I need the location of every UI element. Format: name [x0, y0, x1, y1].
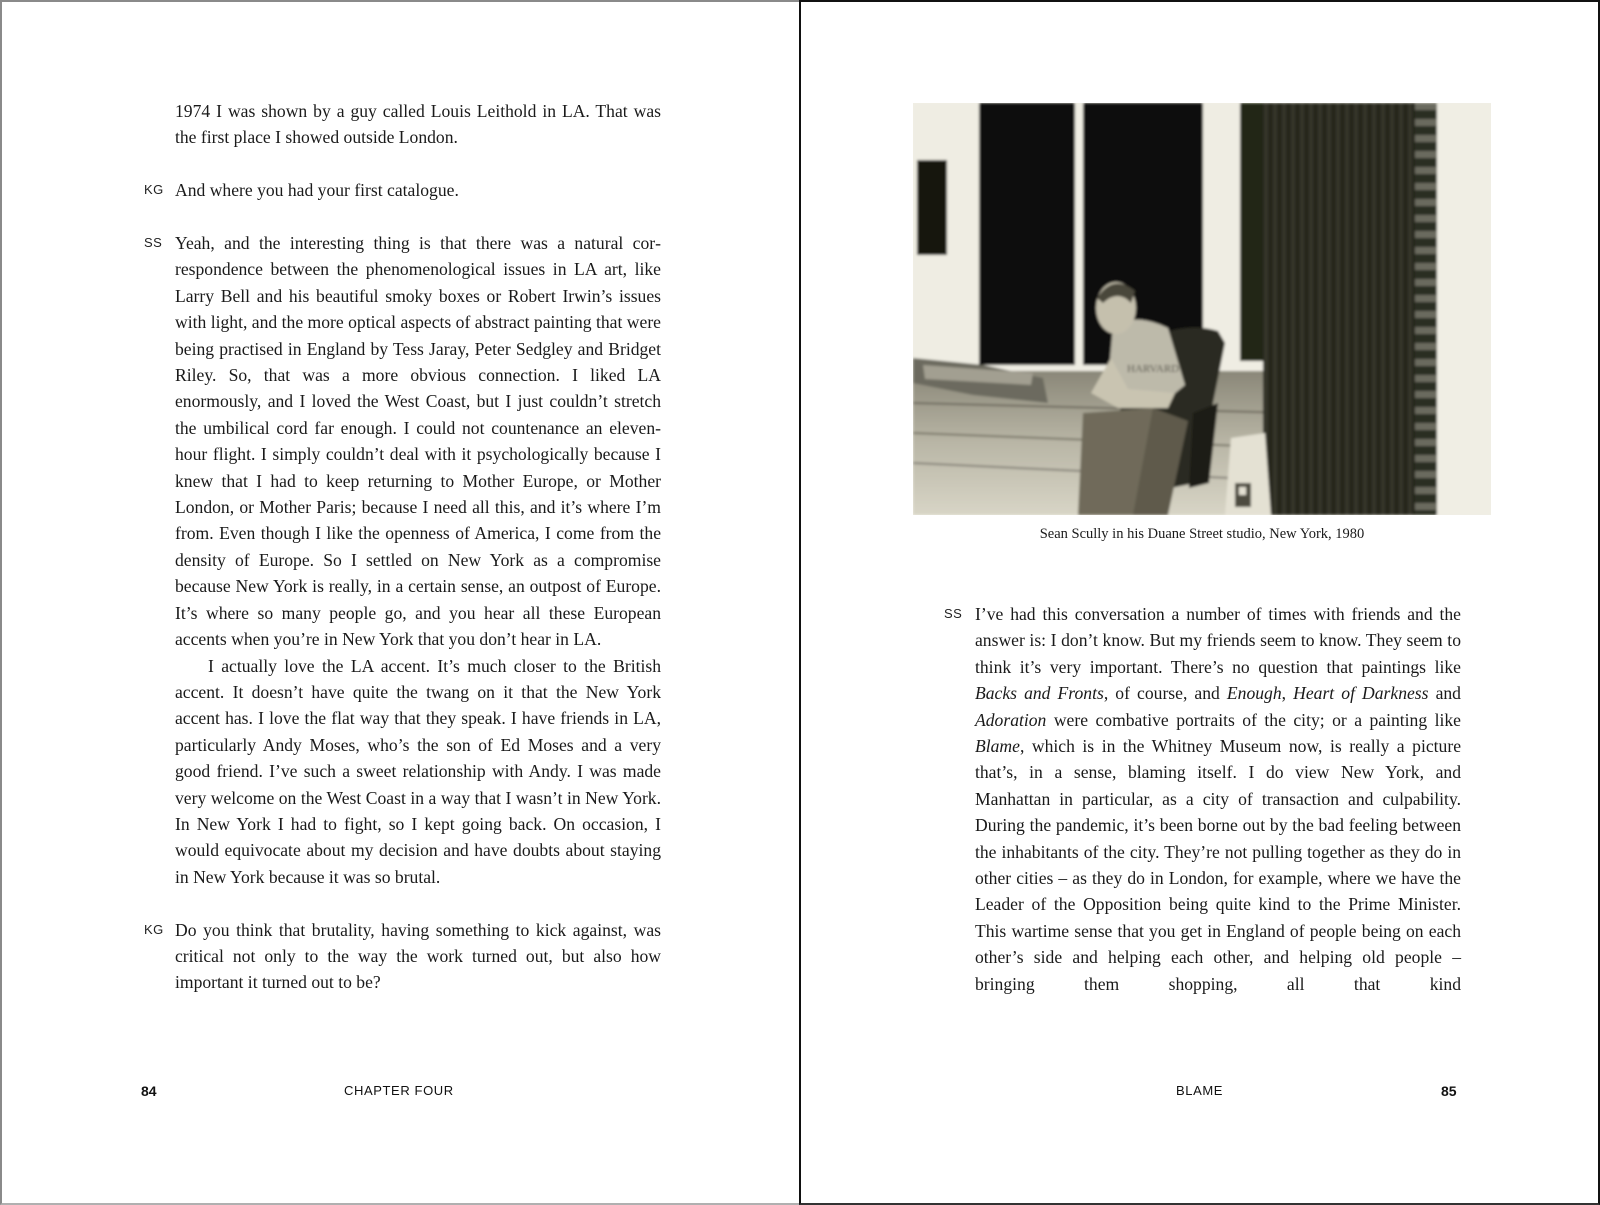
artwork-title: Heart of Darkness [1293, 683, 1429, 704]
speaker-label: SS [944, 606, 963, 621]
text-segment: and [1428, 683, 1461, 704]
speaker-label: KG [144, 182, 164, 198]
studio-photograph [913, 103, 1491, 515]
page-number: 85 [1441, 1083, 1457, 1099]
text-segment: I’ve had this conversation a number of times with friends and the answer is: I don’t know. But my friends seem to know. They seem to think it’s very important. There’s no question that paintings like [975, 604, 1461, 677]
page-number: 84 [141, 1083, 157, 1099]
artwork-title: Backs and Fronts [975, 683, 1104, 704]
text-segment: , which is in the Whitney Museum now, is really a picture that’s, in a sense, blaming itself. I do view New York, and Manhattan in particular, as a city of transaction and culpability. During the pandemic, it’s been borne out by the bad feeling between the inhabitants of the city. They’re not pulling together as they do in other cities – as they do in London, for example, where we have the Leader of the Opposition being quite kind to the Prime Minister. This wartime sense that you get in England of people being on each other’s side and helping each other, and helping old people – bringing them shopping, all that kind [975, 736, 1461, 994]
right-text-column [944, 601, 1461, 1023]
paragraph [975, 601, 1461, 997]
photo-caption: Sean Scully in his Duane Street studio, New York, 1980 [1039, 526, 1365, 542]
paragraph: 1974 I was shown by a guy called Louis Leithold in LA. That was the first place I showed outside London. [175, 101, 661, 148]
interview-entry [144, 230, 661, 890]
left-text-column [144, 98, 661, 1022]
speaker-label: SS [144, 235, 163, 250]
paragraph: Yeah, and the interesting thing is that there was a natural correspondence between the phenomenological issues in LA art, like Larry Bell and his beautiful smoky boxes or Robert Irwin’s issues with light, and the more optical aspects of abstract painting that were being practised in England by Tess Jaray, Peter Sedgley and Bridget Riley. So, that was a more obvious connection. I liked LA enormously, and I loved the West Coast, but I just couldn’t stretch the umbilical cord far enough. I could not countenance an eleven-hour flight. I simply couldn’t deal with it psychologically because I knew that I had to keep returning to Mother Europe, or Mother London, or Mother Paris; because I need all this, and it’s where I’m from. Even though I like the openness of America, I come from the density of Europe. So I settled on New York as a compromise because New York is really, in a certain sense, an outpost of Europe. It’s where so many people go, and you hear all these European accents when you’re in New York that you don’t hear in LA. [175, 233, 661, 650]
paragraph: I actually love the LA accent. It’s much closer to the British accent. It doesn’t have quite the twang on it that the New York accent has. I love the flat way that they speak. I have friends in LA, particularly Andy Moses, who’s the son of Ed Moses and a very good friend. I’ve such a sweet relationship with Andy. I was made very welcome on the West Coast in a way that I wasn’t in New York. In New York I had to fight, so I kept going back. On occasion, I would equivocate about my decision and have doubts about staying in New York because it was so brutal. [175, 655, 661, 887]
text-segment: , of course, and [1103, 683, 1227, 704]
right-page [799, 0, 1600, 1205]
svg-text:HARVARD: HARVARD [1127, 363, 1180, 375]
interview-entry [144, 917, 661, 996]
speaker-label: KG [144, 921, 164, 937]
paragraph: And where you had your first catalogue. [175, 180, 459, 201]
interview-entry [944, 601, 1461, 997]
artwork-title: Adoration [975, 709, 1047, 730]
text-segment: were combative portraits of the city; or a painting like [1046, 709, 1461, 730]
text-segment: , [1281, 683, 1294, 704]
running-head: CHAPTER FOUR [344, 1083, 454, 1098]
artwork-title: Blame [975, 736, 1020, 757]
photo-image [913, 103, 1491, 515]
paragraph: Do you think that brutality, having something to kick against, was critical not only to the way the work turned out, but also how important it turned out to be? [175, 919, 661, 993]
running-head: BLAME [1176, 1083, 1224, 1098]
artwork-title: Enough [1226, 683, 1282, 704]
interview-entry [175, 98, 661, 151]
interview-entry [144, 177, 661, 203]
